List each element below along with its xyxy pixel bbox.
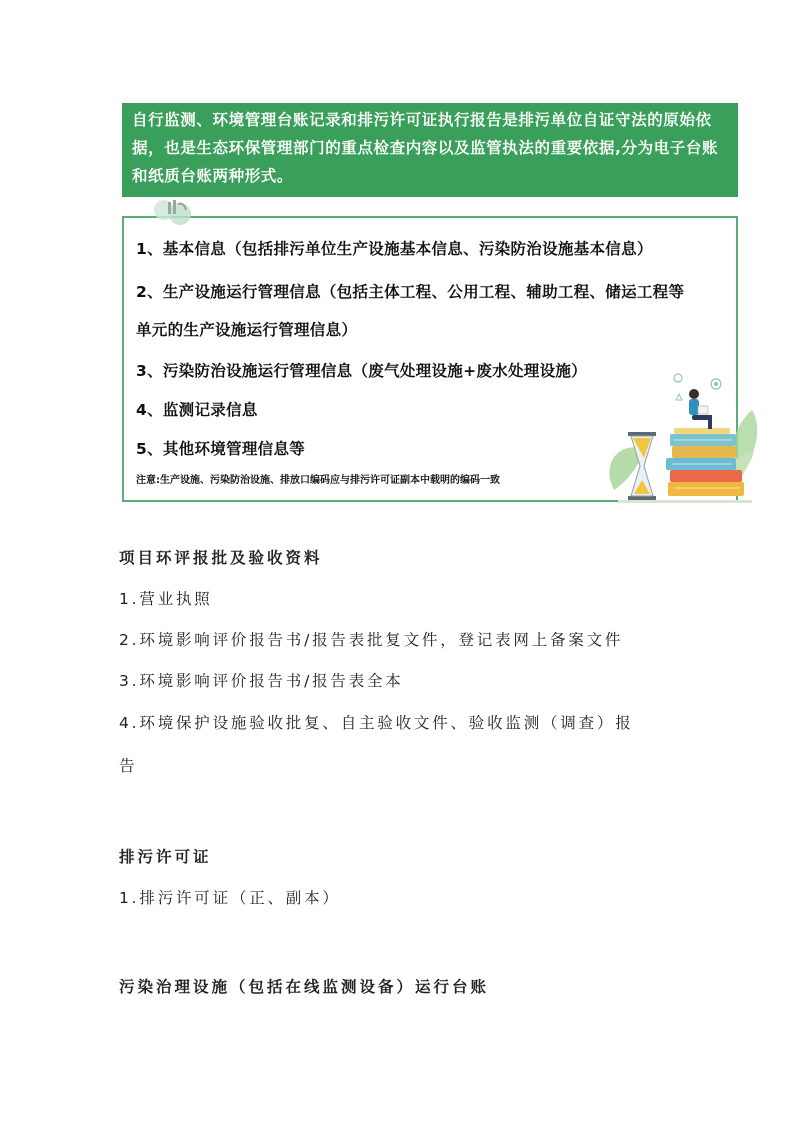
intro-banner [122,103,738,197]
info-item-pollution-control: 3、污染防治设施运行管理信息（废气处理设施+废水处理设施） [136,362,587,380]
intro-line: 自行监测、环境管理台账记录和排污许可证执行报告是排污单位自证守法的原始依 [132,111,712,129]
info-note: 注意:生产设施、污染防治设施、排放口编码应与排污许可证副本中载明的编码一致 [136,475,500,486]
section-eia-line: 4.环境保护设施验收批复、自主验收文件、验收监测（调查）报 [119,714,634,732]
intro-line: 据，也是生态环保管理部门的重点检查内容以及监管执法的重要依据,分为电子台账 [132,139,719,157]
info-item-other: 5、其他环境管理信息等 [136,440,306,458]
intro-line: 和纸质台账两种形式。 [132,167,294,185]
section-permit-line: 1.排污许可证（正、副本） [119,889,341,907]
section-facility-heading: 污染治理设施（包括在线监测设备）运行台账 [119,978,490,996]
section-eia-heading: 项目环评报批及验收资料 [119,549,323,567]
info-item-production: 2、生产设施运行管理信息（包括主体工程、公用工程、辅助工程、储运工程等 [136,283,685,301]
info-item-basic: 1、基本信息（包括排污单位生产设施基本信息、污染防治设施基本信息） [136,240,653,258]
logo-icon [150,196,202,226]
info-item-production-cont: 单元的生产设施运行管理信息） [136,321,358,339]
section-eia-line: 2.环境影响评价报告书/报告表批复文件，登记表网上备案文件 [119,631,624,649]
reading-person-illustration [604,370,764,506]
info-item-monitoring: 4、监测记录信息 [136,401,258,419]
section-permit-heading: 排污许可证 [119,848,212,866]
section-eia-line: 3.环境影响评价报告书/报告表全本 [119,672,404,690]
section-eia-line: 1.营业执照 [119,590,213,608]
section-eia-line: 告 [119,757,138,775]
